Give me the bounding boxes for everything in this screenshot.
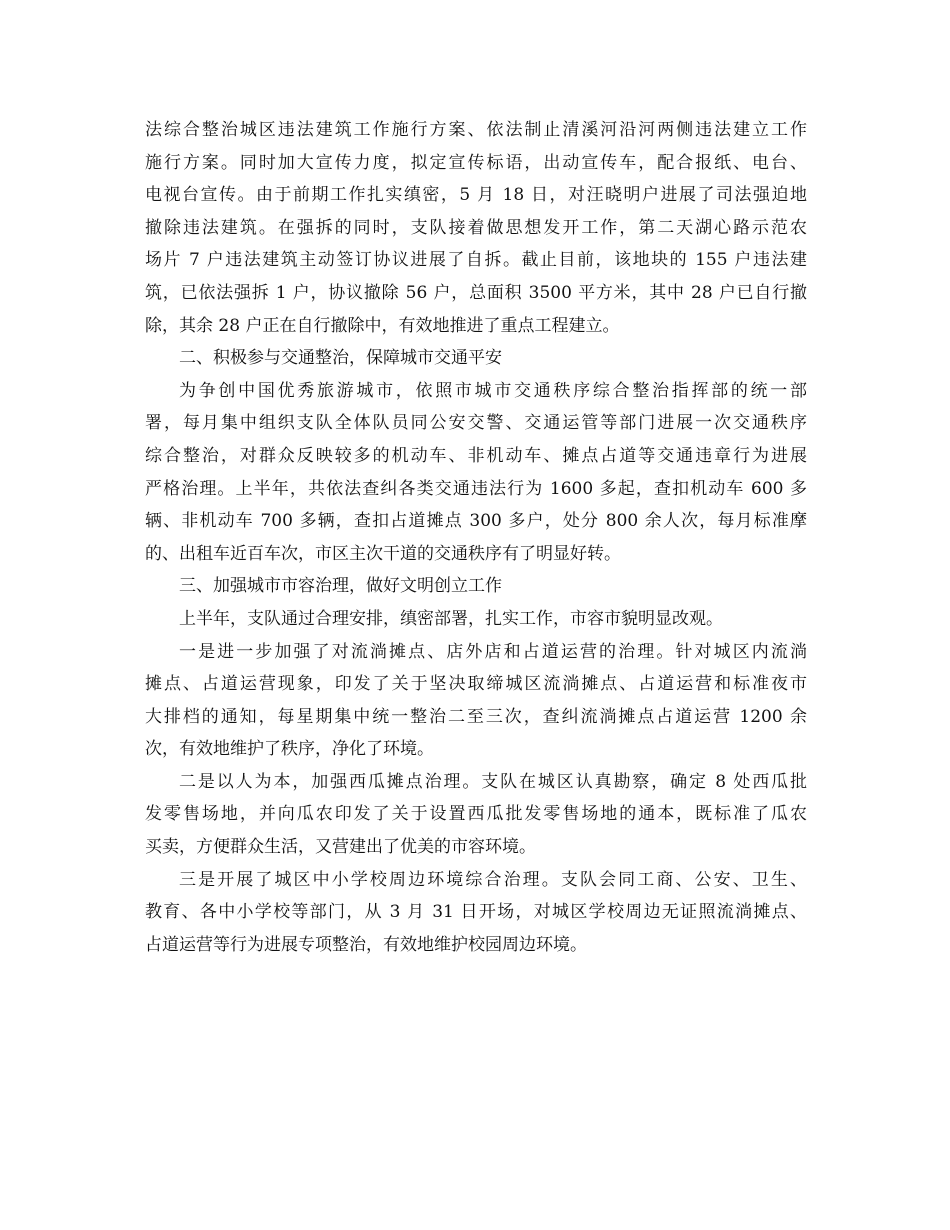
text-line: 摊点、占道运营现象，印发了关于坚决取缔城区流淌摊点、占道运营和标准夜市 xyxy=(145,674,807,695)
text-line: 次，有效地维护了秩序，净化了环境。 xyxy=(145,739,434,760)
text-line: 买卖，方便群众生活，又营建出了优美的市容环境。 xyxy=(145,837,536,858)
text-line: 筑，已依法强拆 1 户，协议撤除 56 户，总面积 3500 平方米，其中 28 户已自行撤 xyxy=(145,282,807,303)
document-body xyxy=(145,114,807,961)
text-line: 署，每月集中组织支队全体队员同公安交警、交通运管等部门进展一次交通秩序 xyxy=(145,413,807,434)
text-line: 严格治理。上半年，共依法查纠各类交通违法行为 1600 多起，查扣机动车 600 多 xyxy=(145,478,807,499)
text-line: 撤除违法建筑。在强拆的同时，支队接着做思想发开工作，第二天湖心路示范农 xyxy=(145,217,807,238)
section-heading: 三、加强城市市容治理，做好文明创立工作 xyxy=(179,576,502,597)
section-heading: 二、积极参与交通整治，保障城市交通平安 xyxy=(179,348,502,369)
text-line: 辆、非机动车 700 多辆，查扣占道摊点 300 多户，处分 800 余人次，每月标准摩 xyxy=(145,511,807,532)
text-line: 除，其余 28 户正在自行撤除中，有效地推进了重点工程建立。 xyxy=(145,315,620,336)
text-line: 施行方案。同时加大宣传力度，拟定宣传标语，出动宣传车，配合报纸、电台、 xyxy=(145,152,807,173)
text-line: 教育、各中小学校等部门，从 3 月 31 日开场，对城区学校周边无证照流淌摊点、 xyxy=(145,902,807,923)
text-line: 上半年，支队通过合理安排，缜密部署，扎实工作，市容市貌明显改观。 xyxy=(179,608,723,629)
text-line: 为争创中国优秀旅游城市，依照市城市交通秩序综合整治指挥部的统一部 xyxy=(179,380,807,401)
text-line: 大排档的通知，每星期集中统一整治二至三次，查纠流淌摊点占道运营 1200 余 xyxy=(145,706,807,727)
text-line: 发零售场地，并向瓜农印发了关于设置西瓜批发零售场地的通本，既标准了瓜农 xyxy=(145,804,807,825)
text-line: 三是开展了城区中小学校周边环境综合治理。支队会同工商、公安、卫生、 xyxy=(179,869,807,890)
text-line: 综合整治，对群众反映较多的机动车、非机动车、摊点占道等交通违章行为进展 xyxy=(145,445,807,466)
text-line: 场片 7 户违法建筑主动签订协议进展了自拆。截止目前，该地块的 155 户违法建 xyxy=(145,250,807,271)
text-line: 电视台宣传。由于前期工作扎实缜密，5 月 18 日，对汪晓明户进展了司法强迫地 xyxy=(145,185,807,206)
text-line: 占道运营等行为进展专项整治，有效地维护校园周边环境。 xyxy=(145,934,587,955)
text-line: 二是以人为本，加强西瓜摊点治理。支队在城区认真勘察，确定 8 处西瓜批 xyxy=(179,771,807,792)
text-line: 法综合整治城区违法建筑工作施行方案、依法制止清溪河沿河两侧违法建立工作 xyxy=(145,120,807,140)
text-line: 的、出租车近百车次，市区主次干道的交通秩序有了明显好转。 xyxy=(145,543,621,564)
text-line: 一是进一步加强了对流淌摊点、店外店和占道运营的治理。针对城区内流淌 xyxy=(179,641,807,662)
